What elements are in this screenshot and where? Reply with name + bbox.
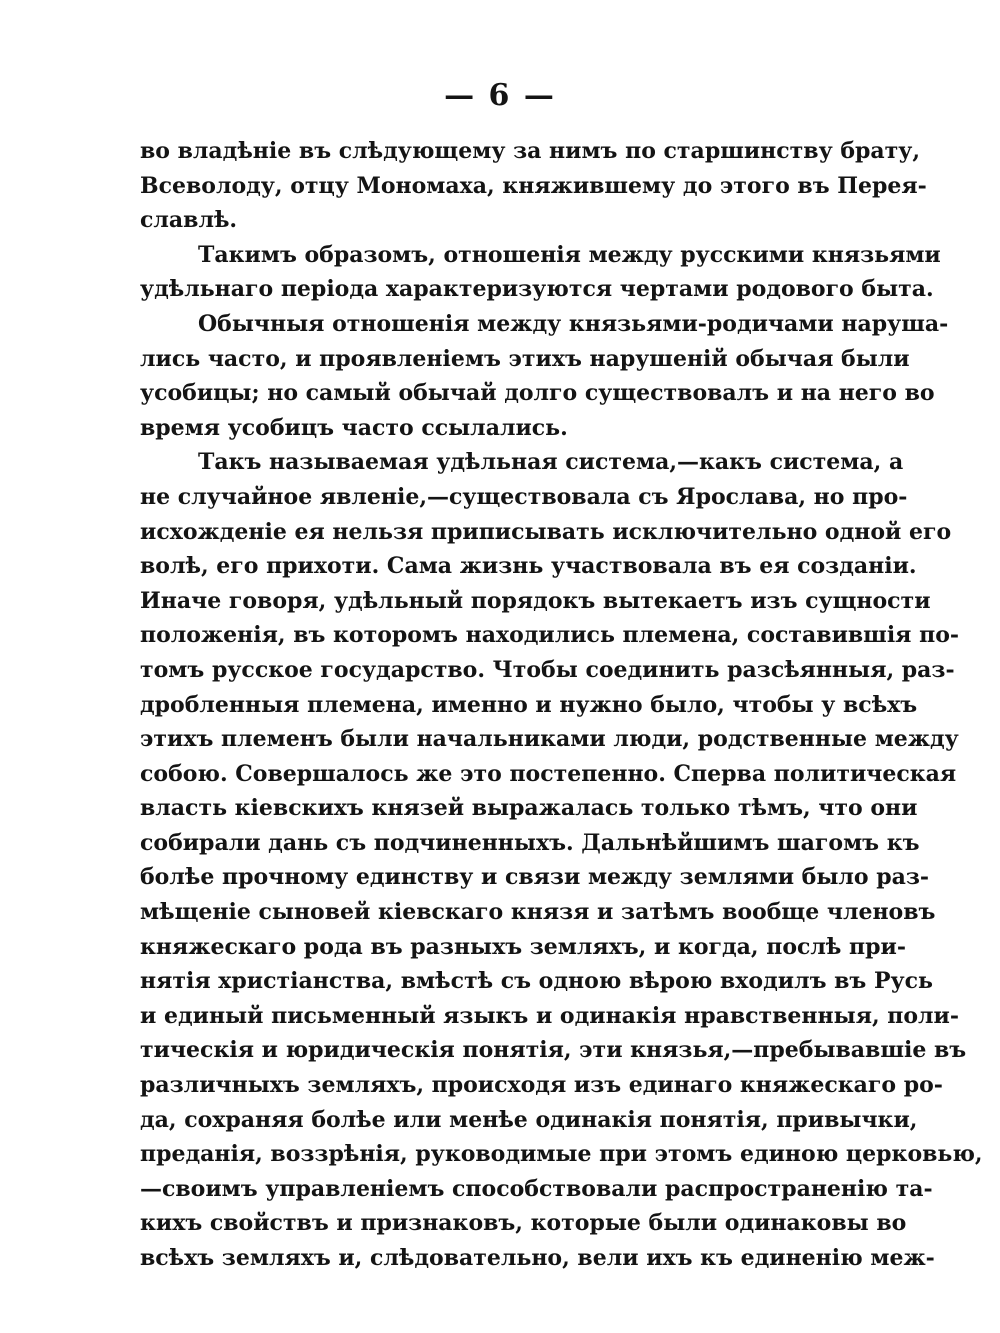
text-line: власть кіевскихъ князей выражалась только тѣмъ, что они [140,795,918,822]
text-line: исхожденіе ея нельзя приписывать исключительно одной его [140,518,952,545]
text-line: различныхъ земляхъ, происходя изъ единаго княжескаго ро- [140,1072,943,1099]
text-line: и единый письменный языкъ и одинакія нравственныя, поли- [140,1002,959,1029]
text-line: удѣльнаго періода характеризуются чертами родового быта. [140,276,934,303]
text-line: томъ русское государство. Чтобы соединить разсѣянныя, раз- [140,656,955,683]
text-line: собою. Совершалось же это постепенно. Сперва политическая [140,760,957,787]
text-line: Иначе говоря, удѣльный порядокъ вытекаетъ изъ сущности [140,587,931,614]
text-line: мѣщеніе сыновей кіевскаго князя и затѣмъ вообще членовъ [140,899,936,926]
text-line: дробленныя племена, именно и нужно было, чтобы у всѣхъ [140,691,918,718]
text-line: собирали дань съ подчиненныхъ. Дальнѣйшимъ шагомъ къ [140,829,920,856]
text-line: княжескаго рода въ разныхъ земляхъ, и когда, послѣ при- [140,933,906,960]
text-line: кихъ свойствъ и признаковъ, которые были одинаковы во [140,1210,907,1237]
text-line: славлѣ. [140,207,238,234]
text-line: Такимъ образомъ, отношенія между русскими князьями [198,241,941,268]
text-line: преданія, воззрѣнія, руководимые при этомъ единою церковью, [140,1141,983,1168]
text-line: волѣ, его прихоти. Сама жизнь участвовала въ ея созданіи. [140,553,917,580]
text-line: тическія и юридическія понятія, эти князья,—пребывавшіе въ [140,1037,967,1064]
text-line: положенія, въ которомъ находились племена, составившія по- [140,622,959,649]
text-line: время усобицъ часто ссылались. [140,414,568,441]
page-number: — 6 — [444,78,556,113]
text-line: во владѣніе въ слѣдующему за нимъ по старшинству брату, [140,138,921,164]
body-text [140,134,983,1276]
text-line: всѣхъ земляхъ и, слѣдовательно, вели ихъ къ единенію меж- [140,1245,935,1271]
text-line: усобицы; но самый обычай долго существовалъ и на него во [140,380,935,407]
text-line: Такъ называемая удѣльная система,—какъ система, а [198,449,904,476]
text-line: Обычныя отношенія между князьями-родичами наруша- [198,310,949,337]
text-line: этихъ племенъ были начальниками люди, родственные между [140,726,959,753]
text-line: Всеволоду, отцу Мономаха, княжившему до этого въ Перея- [140,172,927,199]
text-line: не случайное явленіе,—существовала съ Ярослава, но про- [140,483,908,510]
text-line: нятія христіанства, вмѣстѣ съ одною вѣрою входилъ въ Русь [140,968,933,995]
text-line: болѣе прочному единству и связи между землями было раз- [140,864,930,891]
text-line: да, сохраняя болѣе или менѣе одинакія понятія, привычки, [140,1106,918,1133]
text-line: лись часто, и проявленіемъ этихъ нарушеній обычая были [140,345,910,372]
text-line: —своимъ управленіемъ способствовали распространенію та- [140,1175,933,1202]
